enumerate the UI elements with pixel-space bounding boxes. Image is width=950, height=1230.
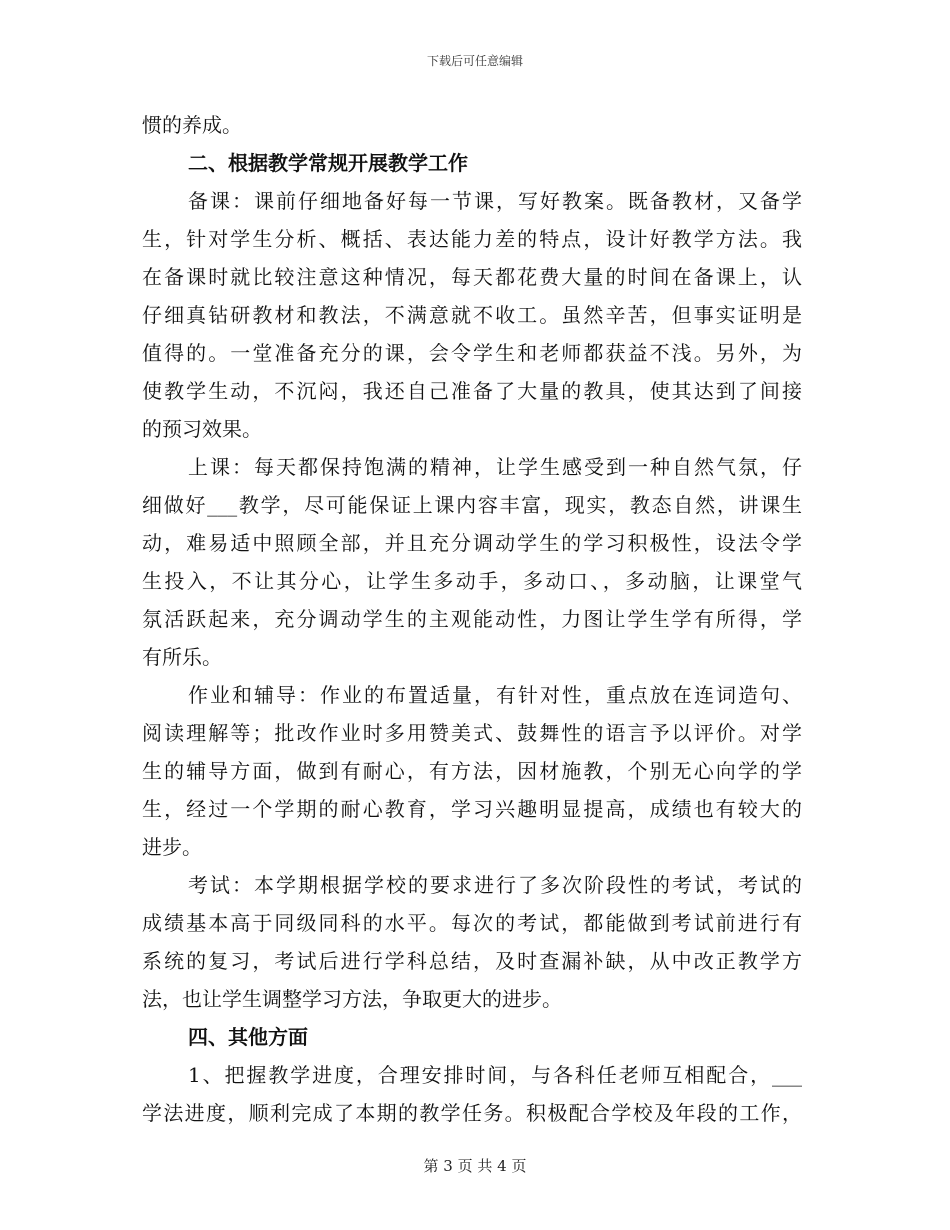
paragraph bbox=[142, 866, 802, 1018]
paragraph-line: 惯的养成。 bbox=[142, 113, 242, 137]
paragraph-line: 备课：课前仔细地备好每一节课，写好教案。既备教材，又备学 bbox=[188, 189, 802, 213]
section-heading: 二、根据教学常规开展教学工作 bbox=[188, 151, 468, 175]
paragraph-line: 成绩基本高于同级同科的水平。每次的考试，都能做到考试前进行有 bbox=[142, 911, 802, 935]
paragraph-line: 1、把握教学进度，合理安排时间，与各科任老师互相配合，___ bbox=[188, 1063, 802, 1087]
document-body bbox=[142, 106, 802, 1132]
paragraph-line: 生投入，不让其分心，让学生多动手，多动口、，多动脑，让课堂气 bbox=[142, 569, 802, 593]
paragraph-line: 在备课时就比较注意这种情况，每天都花费大量的时间在备课上，认 bbox=[142, 265, 802, 289]
paragraph-line: 阅读理解等；批改作业时多用赞美式、鼓舞性的语言予以评价。对学 bbox=[142, 721, 802, 745]
paragraph-line: 学法进度，顺利完成了本期的教学任务。积极配合学校及年段的工作， bbox=[142, 1101, 802, 1125]
paragraph-line: 值得的。一堂准备充分的课，会令学生和老师都获益不浅。另外，为 bbox=[142, 341, 802, 365]
paragraph-line: 氛活跃起来，充分调动学生的主观能动性，力图让学生学有所得，学 bbox=[142, 607, 802, 631]
paragraph-line: 系统的复习，考试后进行学科总结，及时查漏补缺，从中改正教学方 bbox=[142, 949, 802, 973]
paragraph-line: 生，针对学生分析、概括、表达能力差的特点，设计好教学方法。我 bbox=[142, 227, 802, 251]
paragraph-line: 法，也让学生调整学习方法，争取更大的进步。 bbox=[142, 987, 562, 1011]
paragraph-line: 上课：每天都保持饱满的精神，让学生感受到一种自然气氛，仔 bbox=[188, 455, 802, 479]
paragraph-line: 生，经过一个学期的耐心教育，学习兴趣明显提高，成绩也有较大的 bbox=[142, 797, 802, 821]
paragraph bbox=[142, 448, 802, 676]
paragraph-line: 的预习效果。 bbox=[142, 417, 262, 441]
paragraph bbox=[142, 1056, 802, 1132]
paragraph-line: 作业和辅导：作业的布置适量，有针对性，重点放在连词造句、 bbox=[188, 683, 802, 707]
page-header-note: 下载后可任意编辑 bbox=[426, 54, 523, 68]
paragraph-line: 仔细真钻研教材和教法，不满意就不收工。虽然辛苦，但事实证明是 bbox=[142, 303, 802, 327]
section-heading: 四、其他方面 bbox=[188, 1025, 308, 1049]
paragraph-line: 有所乐。 bbox=[142, 645, 222, 669]
paragraph-line: 使教学生动，不沉闷，我还自己准备了大量的教具，使其达到了间接 bbox=[142, 379, 802, 403]
paragraph bbox=[142, 182, 802, 448]
paragraph-line: 进步。 bbox=[142, 835, 202, 859]
paragraph-line: 考试：本学期根据学校的要求进行了多次阶段性的考试，考试的 bbox=[188, 873, 802, 897]
paragraph bbox=[142, 106, 802, 144]
paragraph-line: 细做好___教学，尽可能保证上课内容丰富，现实，教态自然，讲课生 bbox=[142, 493, 802, 517]
paragraph-line: 动，难易适中照顾全部，并且充分调动学生的学习积极性，设法令学 bbox=[142, 531, 802, 555]
paragraph bbox=[142, 676, 802, 866]
paragraph-line: 生的辅导方面，做到有耐心，有方法，因材施教，个别无心向学的学 bbox=[142, 759, 802, 783]
page-number-footer: 第 3 页 共 4 页 bbox=[423, 1157, 527, 1175]
